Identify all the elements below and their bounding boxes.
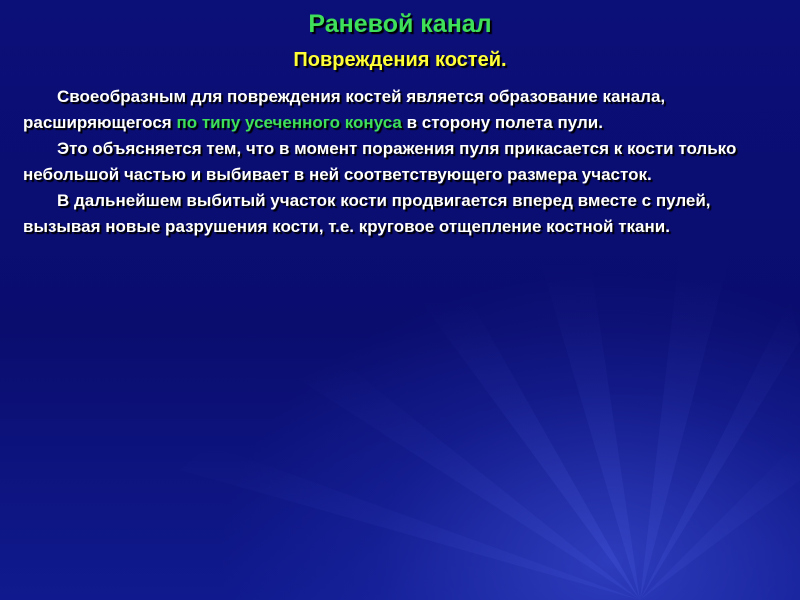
slide-body [23, 84, 783, 240]
slide-subtitle: Повреждения костей. [293, 49, 507, 71]
paragraph-2: Это объясняется тем, что в момент поражения пуля прикасается к кости только небольшой частью и выбивает в ней соответствующего размера участок. [23, 139, 737, 184]
slide-title: Раневой канал [308, 10, 492, 38]
paragraph-1-highlight: по типу усеченного конуса [176, 113, 402, 132]
paragraph-1-text-before: Своеобразным для повреждения костей является образование канала, расширяющегося [23, 87, 666, 132]
paragraph-1 [23, 84, 783, 136]
paragraph-1-text-after: в сторону полета пули. [401, 113, 603, 132]
paragraph-3: В дальнейшем выбитый участок кости продвигается вперед вместе с пулей, вызывая новые разрушения кости, т.е. круговое отщепление костной ткани. [23, 191, 711, 236]
